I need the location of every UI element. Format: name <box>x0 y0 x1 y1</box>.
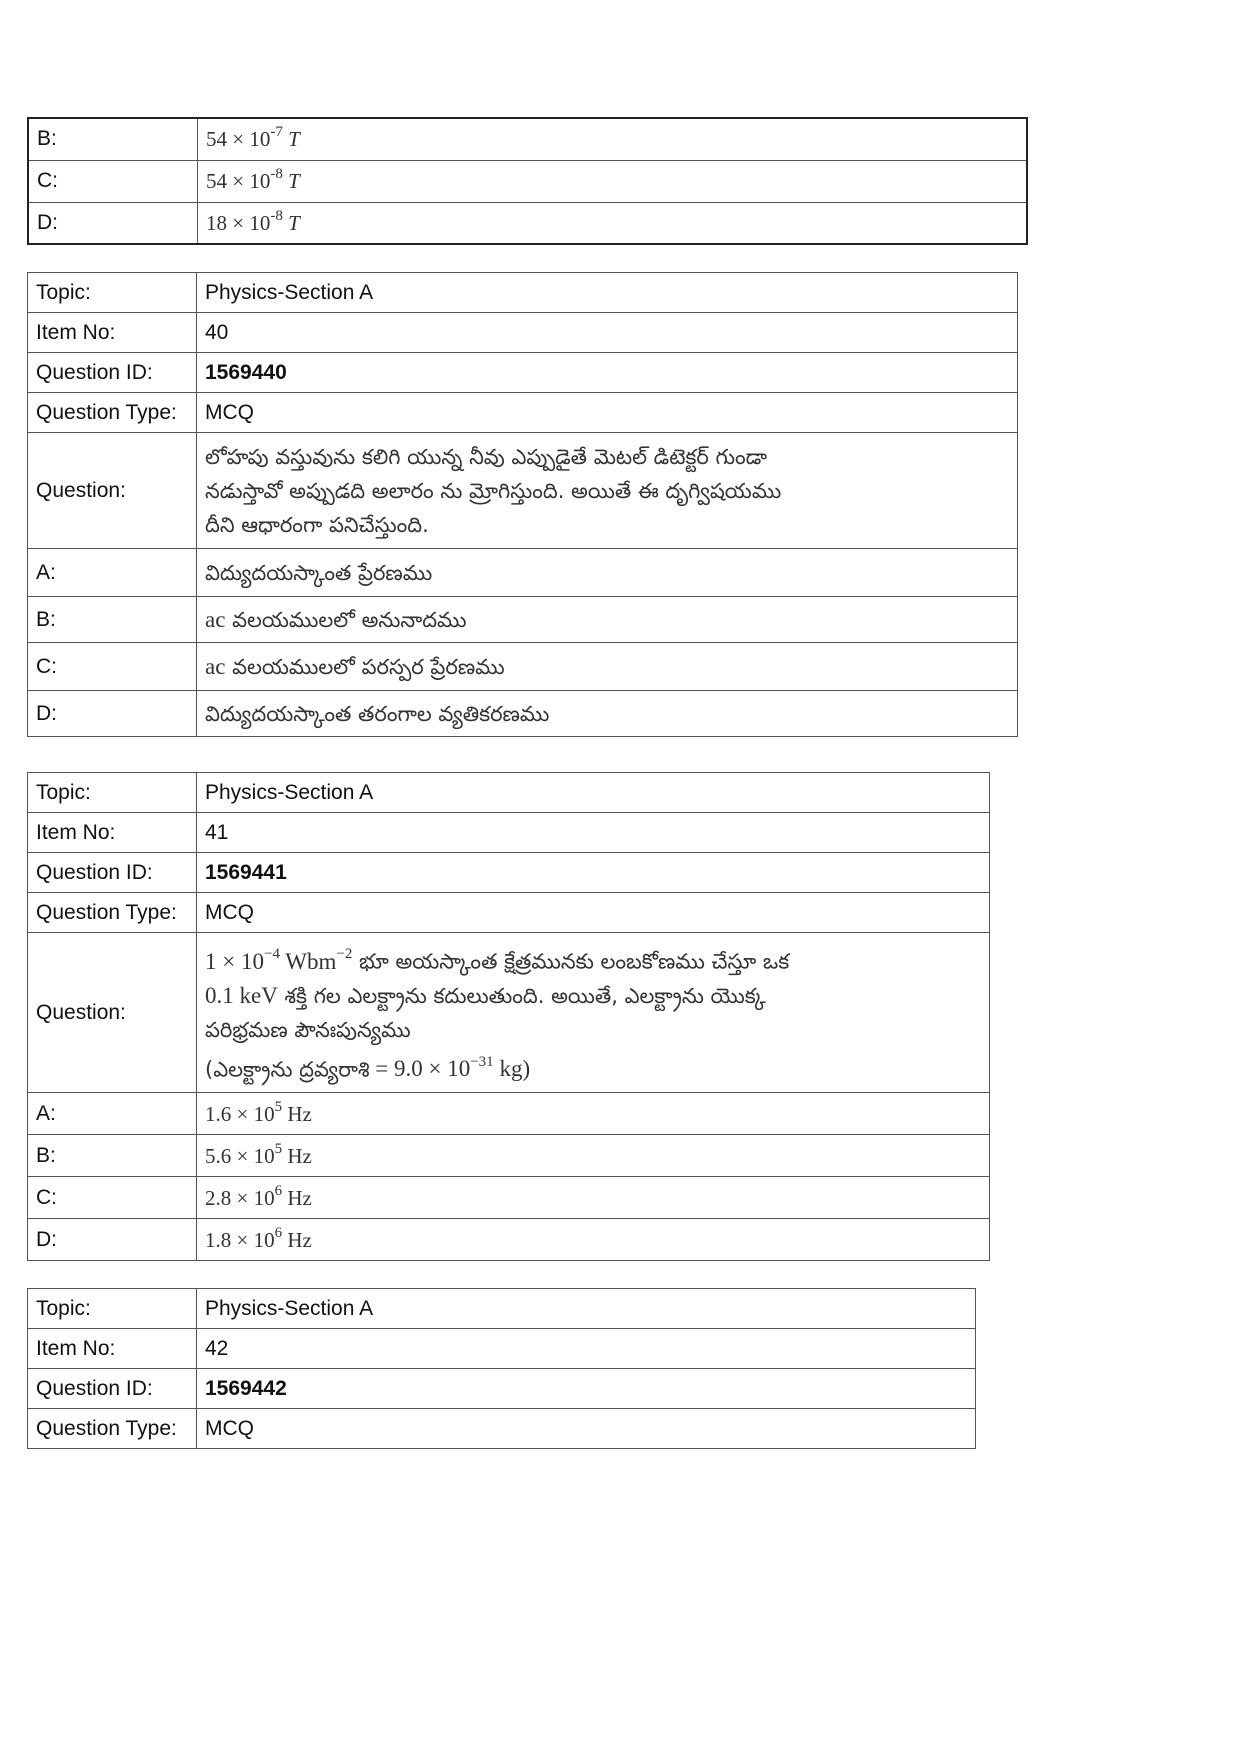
option-row-d <box>28 202 1027 244</box>
question-id-row <box>28 853 990 893</box>
item-no-row <box>28 313 1018 353</box>
question-line: (ఎలక్ట్రాను ద్రవ్యరాశి = $9.0 \times 10^{-31}$ kg) <box>205 1053 531 1082</box>
question-line: దీని ఆధారంగా పనిచేస్తుంది. <box>205 512 429 537</box>
option-row-b <box>28 597 1018 643</box>
topic-value: Physics-Section A <box>197 1289 976 1329</box>
topic-row <box>28 773 990 813</box>
option-row-a <box>28 549 1018 597</box>
option-row-b <box>28 118 1027 160</box>
question-type-label: Question Type: <box>28 893 197 933</box>
option-label: B: <box>28 597 197 643</box>
topic-label: Topic: <box>28 1289 197 1329</box>
question-type-row <box>28 1409 976 1449</box>
question-line: $1 \times 10^{-4}$ Wbm$^{-2}$ భూ అయస్కాంత క్షేత్రమునకు లంబకోణము చేస్తూ ఒక <box>205 946 790 974</box>
option-value: విద్యుదయస్కాంత ప్రేరణము <box>197 549 1018 597</box>
question-type-row <box>28 893 990 933</box>
item-no-row <box>28 1329 976 1369</box>
question-40-table <box>27 272 1018 737</box>
question-id-row <box>28 353 1018 393</box>
question-type-value: MCQ <box>197 893 990 933</box>
question-type-label: Question Type: <box>28 393 197 433</box>
option-value: విద్యుదయస్కాంత తరంగాల వ్యతికరణము <box>197 691 1018 737</box>
option-row-c <box>28 1177 990 1219</box>
question-id-label: Question ID: <box>28 1369 197 1409</box>
option-label: C: <box>28 643 197 691</box>
topic-value: Physics-Section A <box>197 273 1018 313</box>
option-row-d <box>28 1219 990 1261</box>
topic-label: Topic: <box>28 773 197 813</box>
option-row-c <box>28 643 1018 691</box>
option-label: B: <box>28 1135 197 1177</box>
option-row-a <box>28 1093 990 1135</box>
option-value: ac వలయములలో అనునాదము <box>197 597 1018 643</box>
topic-row <box>28 1289 976 1329</box>
question-type-label: Question Type: <box>28 1409 197 1449</box>
item-no-value: 42 <box>197 1329 976 1369</box>
question-id-value: 1569440 <box>197 353 1018 393</box>
option-value: $54 \times 10^{-7}$ T <box>198 118 1028 160</box>
option-row-d <box>28 691 1018 737</box>
option-value: $1.8 \times 10^6$ Hz <box>197 1219 990 1261</box>
question-type-value: MCQ <box>197 393 1018 433</box>
item-no-value: 41 <box>197 813 990 853</box>
item-no-row <box>28 813 990 853</box>
option-label: D: <box>28 691 197 737</box>
question-label: Question: <box>28 933 197 1093</box>
prev-question-options-table <box>27 117 1028 245</box>
question-id-label: Question ID: <box>28 853 197 893</box>
topic-value: Physics-Section A <box>197 773 990 813</box>
option-label: C: <box>28 1177 197 1219</box>
option-label: C: <box>28 160 198 202</box>
item-no-value: 40 <box>197 313 1018 353</box>
question-row <box>28 433 1018 549</box>
option-value: $18 \times 10^{-8}$ T <box>198 202 1028 244</box>
question-line: పరిభ్రమణ పౌనఃపున్యము <box>205 1017 411 1042</box>
topic-row <box>28 273 1018 313</box>
question-type-row <box>28 393 1018 433</box>
question-id-value: 1569442 <box>197 1369 976 1409</box>
question-row <box>28 933 990 1093</box>
item-no-label: Item No: <box>28 313 197 353</box>
question-type-value: MCQ <box>197 1409 976 1449</box>
question-41-table <box>27 772 990 1261</box>
question-label: Question: <box>28 433 197 549</box>
option-value: $54 \times 10^{-8}$ T <box>198 160 1028 202</box>
option-value: ac వలయములలో పరస్పర ప్రేరణము <box>197 643 1018 691</box>
item-no-label: Item No: <box>28 1329 197 1369</box>
option-value: $5.6 \times 10^5$ Hz <box>197 1135 990 1177</box>
question-text <box>197 433 1018 549</box>
question-line: 0.1 keV శక్తి గల ఎలక్ట్రాను కదులుతుంది. అయితే, ఎలక్ట్రాను యొక్క <box>205 982 766 1008</box>
question-42-table <box>27 1288 976 1449</box>
question-line: నడుస్తావో అప్పుడది అలారం ను మ్రోగిస్తుంది. అయితే ఈ దృగ్విషయము <box>205 478 782 503</box>
option-label: A: <box>28 549 197 597</box>
option-label: D: <box>28 202 198 244</box>
option-row-c <box>28 160 1027 202</box>
question-id-label: Question ID: <box>28 353 197 393</box>
option-value: $1.6 \times 10^5$ Hz <box>197 1093 990 1135</box>
question-text <box>197 933 990 1093</box>
option-value: $2.8 \times 10^6$ Hz <box>197 1177 990 1219</box>
option-label: A: <box>28 1093 197 1135</box>
option-row-b <box>28 1135 990 1177</box>
question-line: లోహపు వస్తువును కలిగి యున్న నీవు ఎప్పుడైతే మెటల్ డిటెక్టర్ గుండా <box>205 444 768 469</box>
item-no-label: Item No: <box>28 813 197 853</box>
question-id-value: 1569441 <box>197 853 990 893</box>
option-label: B: <box>28 118 198 160</box>
topic-label: Topic: <box>28 273 197 313</box>
option-label: D: <box>28 1219 197 1261</box>
question-id-row <box>28 1369 976 1409</box>
